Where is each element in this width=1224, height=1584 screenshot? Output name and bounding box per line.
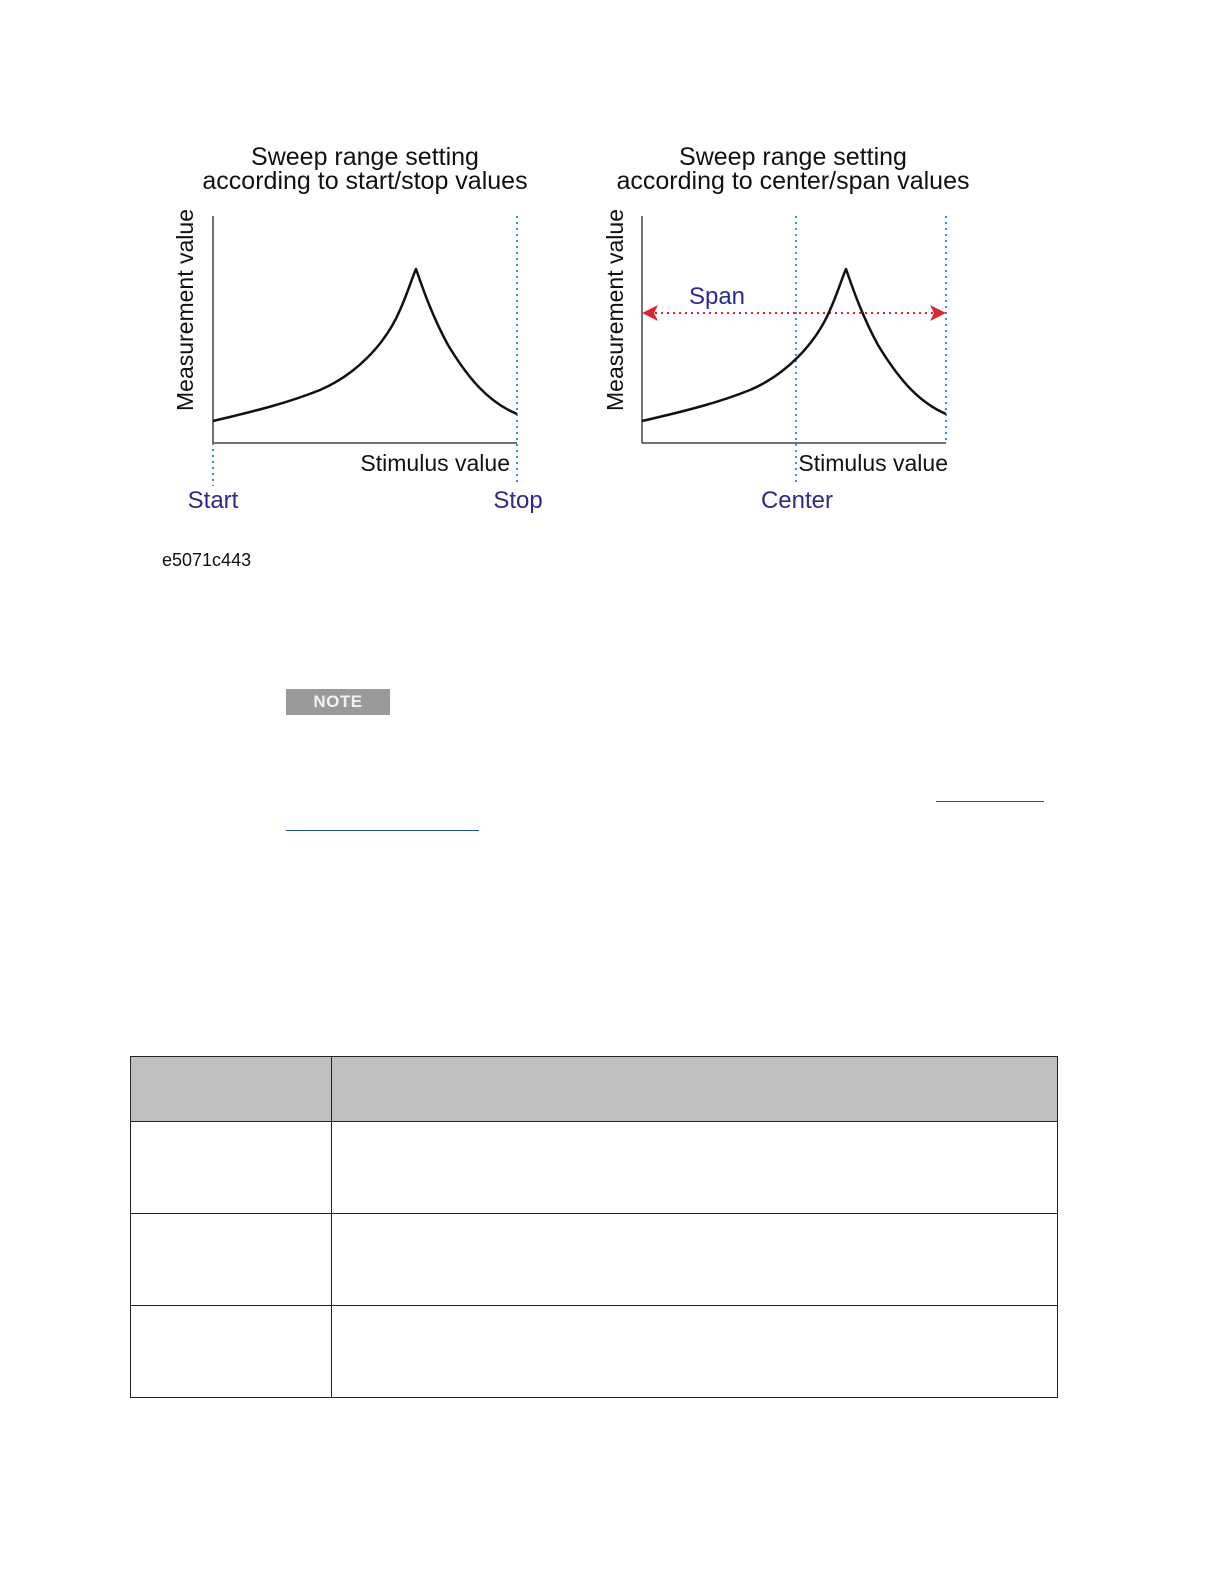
center-label: Center (760, 487, 834, 514)
table-row (131, 1214, 1058, 1306)
table-header-cell (332, 1057, 1058, 1122)
figure-id: e5071c443 (162, 550, 252, 570)
stop-label: Stop (493, 487, 543, 514)
right-title-line2: according to center/span values (616, 167, 970, 195)
left-y-axis-label: Measurement value (172, 209, 198, 411)
table-header-cell (131, 1057, 332, 1122)
table-cell (332, 1122, 1058, 1214)
table-row (131, 1306, 1058, 1398)
table-cell (332, 1214, 1058, 1306)
left-panel (172, 143, 543, 514)
table-cell (131, 1214, 332, 1306)
table-cell (131, 1306, 332, 1398)
start-label: Start (187, 487, 239, 514)
table-cell (131, 1122, 332, 1214)
right-x-axis-label: Stimulus value (798, 450, 948, 476)
left-title-line1: Sweep range setting (251, 143, 479, 171)
left-response-curve (213, 269, 517, 421)
left-title-line2: according to start/stop values (202, 167, 528, 195)
hyperlink-underline[interactable] (936, 801, 1044, 802)
right-title-line1: Sweep range setting (679, 143, 907, 171)
hyperlink-underline[interactable] (286, 830, 479, 831)
right-response-curve (642, 269, 946, 421)
table-row (131, 1122, 1058, 1214)
note-badge: NOTE (286, 689, 390, 715)
table-header-row (131, 1057, 1058, 1122)
sweep-range-figure (0, 0, 1224, 600)
table-cell (332, 1306, 1058, 1398)
parameter-table (130, 1056, 1058, 1398)
left-x-axis-label: Stimulus value (360, 450, 510, 476)
span-label: Span (688, 283, 746, 310)
right-panel (602, 143, 970, 514)
right-y-axis-label: Measurement value (602, 209, 628, 411)
